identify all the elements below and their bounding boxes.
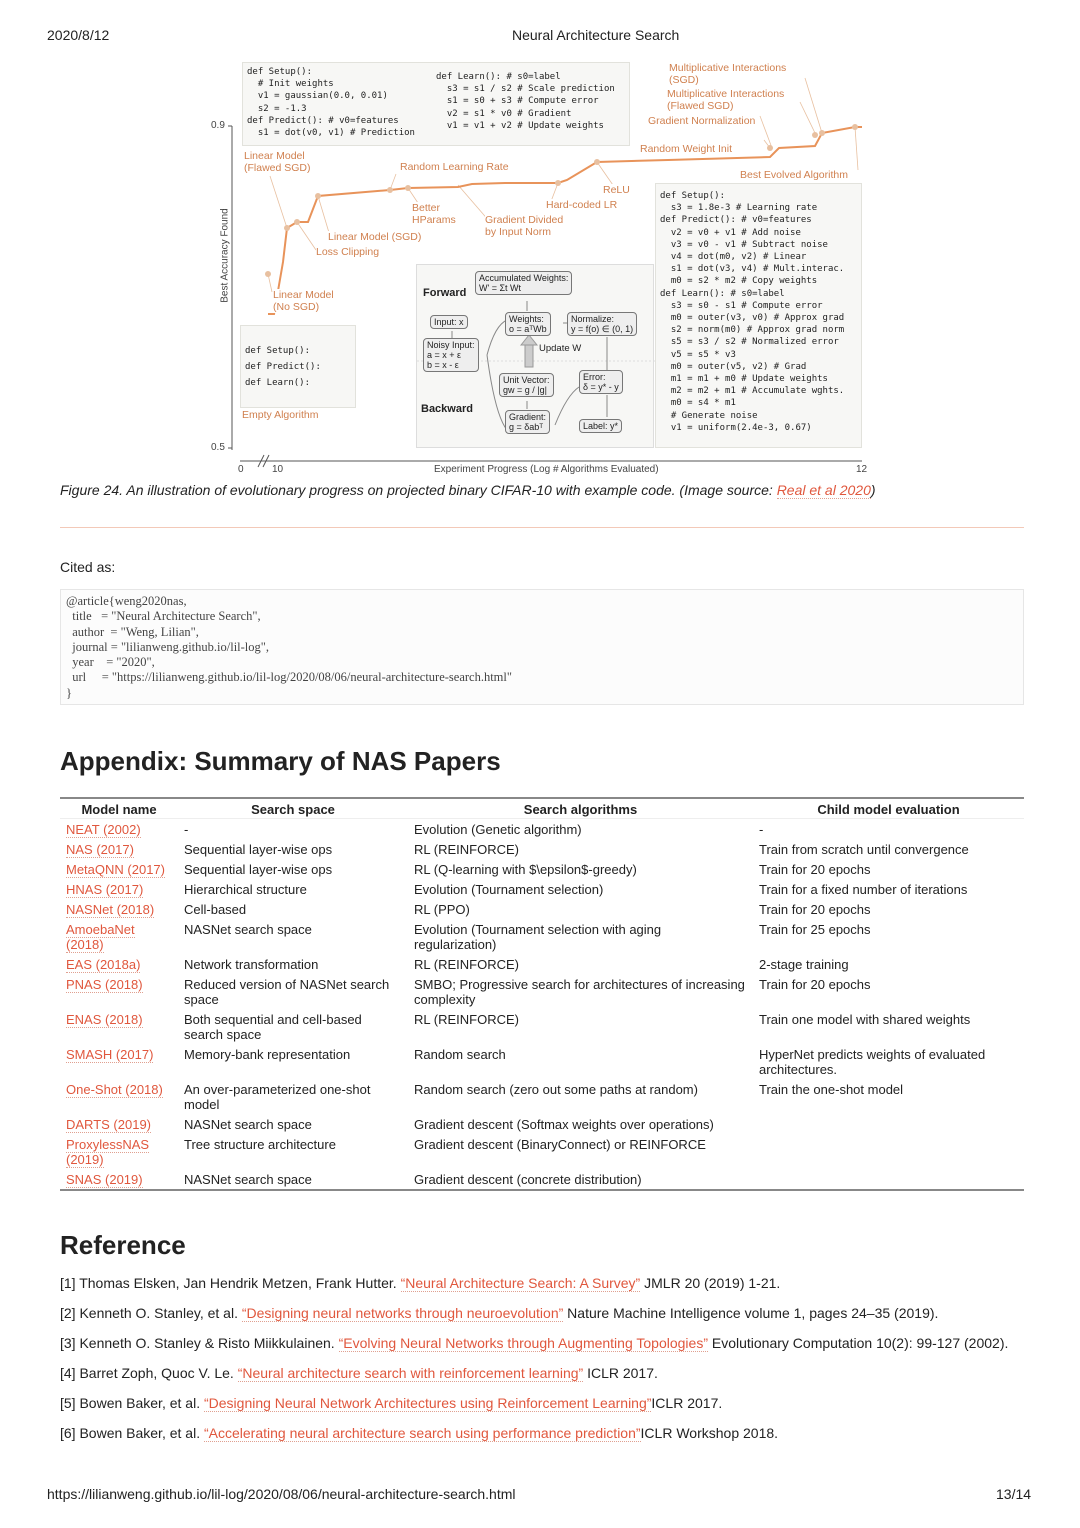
reference-authors: [4] Barret Zoph, Quoc V. Le. — [60, 1365, 238, 1381]
model-link[interactable]: NASNet (2018) — [66, 901, 155, 917]
normalize-box: Normalize: y = f(o) ∈ (0, 1) — [567, 312, 637, 336]
table-cell: Evolution (Tournament selection with aging regularization) — [414, 921, 662, 952]
table-cell: RL (REINFORCE) — [414, 841, 519, 857]
reference-link[interactable]: “Neural Architecture Search: A Survey” — [400, 1275, 641, 1291]
table-row — [60, 1009, 1024, 1044]
reference-link[interactable]: “Neural architecture search with reinforcement learning” — [237, 1365, 584, 1381]
table-row — [60, 1169, 1024, 1190]
table-row — [60, 954, 1024, 974]
column-header: Model name — [60, 798, 178, 819]
label-box: Label: y* — [579, 419, 622, 433]
y-axis-label: Best Accuracy Found — [219, 208, 231, 303]
code-line: s5 = s3 / s2 # Normalized error — [660, 337, 839, 348]
code-initial-left — [247, 66, 415, 139]
table-cell: Train one model with shared weights — [759, 1011, 971, 1027]
reference-item — [60, 1365, 1020, 1381]
column-header: Search algorithms — [408, 798, 753, 819]
table-cell — [60, 1044, 178, 1079]
code-line: s3 = s0 - s1 # Compute error — [660, 300, 823, 311]
column-header: Child model evaluation — [753, 798, 1024, 819]
reference-authors: [5] Bowen Baker, et al. — [60, 1395, 204, 1411]
code-line: s1 = s0 + s3 # Compute error — [436, 96, 599, 107]
table-cell — [60, 1009, 178, 1044]
reference-venue: ICLR 2017. — [583, 1365, 658, 1381]
divider — [60, 527, 1024, 528]
code-line: s3 = s1 / s2 # Scale prediction — [436, 84, 615, 95]
table-cell: Train from scratch until convergence — [759, 841, 969, 857]
table-cell: An over-parameterized one-shot model — [184, 1081, 371, 1112]
reference-venue: Evolutionary Computation 10(2): 99-127 (2002). — [707, 1335, 1009, 1351]
table-cell: NASNet search space — [184, 1116, 312, 1132]
table-cell: NASNet search space — [184, 921, 312, 937]
reference-item — [60, 1335, 1020, 1351]
y-tick: 0.9 — [211, 120, 225, 131]
table-row — [60, 1114, 1024, 1134]
table-row — [60, 1134, 1024, 1169]
weights-box: Weights: o = aᵀWb — [505, 312, 551, 336]
code-line: def Setup(): — [660, 191, 726, 201]
model-link[interactable]: SMASH (2017) — [66, 1046, 154, 1062]
table-cell: SMBO; Progressive search for architectures of increasing complexity — [414, 976, 745, 1007]
code-best — [655, 183, 862, 448]
reference-venue: ICLR 2017. — [651, 1395, 723, 1411]
table-cell: HyperNet predicts weights of evaluated architectures. — [759, 1046, 986, 1077]
model-link[interactable]: EAS (2018a) — [66, 956, 141, 972]
x-axis-label: Experiment Progress (Log # Algorithms Evaluated) — [434, 464, 659, 475]
cited-as-label: Cited as: — [60, 559, 116, 575]
table-cell: Gradient descent (BinaryConnect) or REINFORCE — [414, 1136, 706, 1152]
model-link[interactable]: ProxylessNAS (2019) — [66, 1136, 150, 1167]
table-cell: RL (REINFORCE) — [414, 956, 519, 972]
x-tick: 0 — [238, 464, 244, 475]
table-cell — [60, 1134, 178, 1169]
table-cell — [60, 879, 178, 899]
code-line: s1 = dot(v0, v1) # Prediction — [247, 128, 415, 139]
code-line: def Setup(): — [247, 67, 313, 77]
code-line: s3 = 1.8e-3 # Learning rate — [660, 203, 818, 214]
code-initial — [242, 62, 630, 146]
appendix-heading: Appendix: Summary of NAS Papers — [60, 746, 501, 776]
code-line: v1 = uniform(2.4e-3, 0.67) — [660, 422, 812, 433]
table-cell: Gradient descent (concrete distribution) — [414, 1171, 642, 1187]
reference-link[interactable]: “Evolving Neural Networks through Augmenting Topologies” — [338, 1335, 708, 1351]
model-link[interactable]: SNAS (2019) — [66, 1171, 143, 1187]
table-row — [60, 919, 1024, 954]
error-box: Error: δ = y* - y — [579, 370, 623, 394]
table-cell: Train for 25 epochs — [759, 921, 871, 937]
table-cell: Random search — [414, 1046, 506, 1062]
table-row — [60, 879, 1024, 899]
table-cell — [60, 899, 178, 919]
x-tick: 12 — [856, 464, 868, 475]
code-line: def Learn(): — [245, 378, 311, 388]
table-cell — [60, 974, 178, 1009]
table-cell: Train for a fixed number of iterations — [759, 881, 968, 897]
evolution-figure — [0, 0, 1080, 480]
table-row — [60, 974, 1024, 1009]
table-cell — [60, 819, 178, 840]
table-row — [60, 839, 1024, 859]
code-line: def Predict(): # v0=features — [247, 115, 399, 126]
code-line: s1 = dot(v3, v4) # Mult.interac. — [660, 264, 845, 275]
reference-authors: [1] Thomas Elsken, Jan Hendrik Metzen, Frank Hutter. — [60, 1275, 401, 1291]
table-row — [60, 859, 1024, 879]
footer-page: 13/14 — [996, 1486, 1032, 1502]
code-line: v5 = s5 * v3 — [660, 349, 736, 360]
print-date: 2020/8/12 — [47, 27, 110, 43]
table-cell: RL (PPO) — [414, 901, 470, 917]
code-line: def Setup(): — [245, 346, 311, 356]
model-link[interactable]: HNAS (2017) — [66, 881, 144, 897]
reference-item — [60, 1305, 1020, 1321]
reference-authors: [6] Bowen Baker, et al. — [60, 1425, 204, 1441]
model-link[interactable]: NAS (2017) — [66, 841, 134, 857]
figure-annotation: Random Weight Init — [640, 143, 733, 155]
unit-vector-box: Unit Vector: gw = g / |g| — [499, 373, 554, 397]
reference-link[interactable]: “Designing Neural Network Architectures using Reinforcement Learning” — [203, 1395, 652, 1411]
figure-annotation: Linear Model (SGD) — [328, 231, 422, 243]
model-link[interactable]: NEAT (2002) — [66, 821, 141, 837]
model-link[interactable]: One-Shot (2018) — [66, 1081, 163, 1097]
input-box: Input: x — [430, 315, 468, 329]
bibtex-block: @article{weng2020nas, title = "Neural Architecture Search", author = "Weng, Lilian", journal = "lilianweng.github.io/lil-log", year = "2020", url = "https://lilianweng.github.io/lil-log/2020/08/06/neural-architecture-search.html" } — [60, 589, 1024, 705]
table-cell — [60, 919, 178, 954]
figure-annotation: Best Evolved Algorithm — [740, 169, 848, 181]
code-line: m1 = m1 + m0 # Update weights — [660, 374, 828, 385]
algorithm-diagram — [416, 264, 654, 448]
table-cell: RL (REINFORCE) — [414, 1011, 519, 1027]
caption-end: ) — [870, 482, 876, 498]
figure-caption — [60, 482, 876, 498]
table-cell — [60, 859, 178, 879]
table-row — [60, 899, 1024, 919]
noisy-input-box: Noisy Input: a = x + ε b = x - ε — [423, 338, 479, 372]
code-line: def Learn(): # s0=label — [660, 288, 785, 299]
reference-heading: Reference — [60, 1230, 186, 1260]
table-cell: Sequential layer-wise ops — [184, 841, 333, 857]
reference-item — [60, 1275, 1020, 1291]
table-cell: Gradient descent (Softmax weights over operations) — [414, 1116, 714, 1132]
table-cell: Both sequential and cell-based search space — [184, 1011, 362, 1042]
figure-annotation: ReLU — [603, 184, 630, 196]
figure-annotation: Gradient Normalization — [648, 115, 756, 127]
reference-authors: [2] Kenneth O. Stanley, et al. — [60, 1305, 242, 1321]
figure-annotation: Linear Model (Flawed SGD) — [244, 150, 311, 174]
table-cell: Cell-based — [184, 901, 247, 917]
reference-item — [60, 1425, 1020, 1441]
table-cell: Train the one-shot model — [759, 1081, 904, 1097]
reference-authors: [3] Kenneth O. Stanley & Risto Miikkulainen. — [60, 1335, 339, 1351]
table-cell — [753, 1169, 1024, 1190]
print-title: Neural Architecture Search — [512, 27, 680, 43]
accumulated-weights-box: Accumulated Weights: W' = Σt Wt — [475, 271, 572, 295]
table-cell: - — [184, 821, 189, 837]
code-line: v3 = v0 - v1 # Subtract noise — [660, 239, 828, 250]
table-cell — [60, 1114, 178, 1134]
table-cell: Memory-bank representation — [184, 1046, 351, 1062]
table-cell — [60, 1079, 178, 1114]
figure-annotation: Loss Clipping — [316, 246, 380, 258]
table-cell: Random search (zero out some paths at random) — [414, 1081, 698, 1097]
code-line: s2 = norm(m0) # Approx grad norm — [660, 325, 845, 336]
table-cell: Hierarchical structure — [184, 881, 307, 897]
table-cell: RL (Q-learning with $\epsilon$-greedy) — [414, 861, 637, 877]
table-cell: Reduced version of NASNet search space — [184, 976, 390, 1007]
column-header: Search space — [178, 798, 408, 819]
caption-text: Figure 24. An illustration of evolutionary progress on projected binary CIFAR-10 with example code. (Image source: — [60, 482, 777, 498]
code-line: def Predict(): — [245, 362, 321, 372]
gradient-box: Gradient: g = δabᵀ — [505, 410, 550, 434]
figure-annotation: Gradient Divided by Input Norm — [485, 214, 564, 238]
code-line: m2 = m2 + m1 # Accumulate wghts. — [660, 386, 845, 397]
code-line: v2 = v0 + v1 # Add noise — [660, 227, 801, 238]
update-w-label: Update W — [539, 343, 582, 354]
code-line: s2 = -1.3 — [247, 103, 307, 114]
table-cell: Train for 20 epochs — [759, 976, 871, 992]
backward-label: Backward — [421, 403, 473, 415]
table-cell: Network transformation — [184, 956, 319, 972]
figure-annotation: Multiplicative Interactions (SGD) — [669, 62, 787, 86]
table-cell: Evolution (Genetic algorithm) — [414, 821, 582, 837]
table-cell: Evolution (Tournament selection) — [414, 881, 604, 897]
table-cell — [753, 1114, 1024, 1134]
model-link[interactable]: PNAS (2018) — [66, 976, 143, 992]
code-initial-right — [436, 71, 615, 132]
table-cell — [753, 1134, 1024, 1169]
x-tick: 10 — [272, 464, 284, 475]
code-line: # Generate noise — [660, 410, 758, 421]
code-line: def Learn(): # s0=label — [436, 72, 561, 82]
code-line: v1 = v1 + v2 # Update weights — [436, 120, 604, 131]
reference-venue: JMLR 20 (2019) 1-21. — [640, 1275, 781, 1291]
figure-annotation: Empty Algorithm — [242, 409, 319, 421]
reference-list — [60, 1275, 1020, 1455]
footer-url: https://lilianweng.github.io/lil-log/2020/08/06/neural-architecture-search.html — [47, 1486, 516, 1502]
code-line: m0 = outer(v5, v2) # Grad — [660, 361, 807, 372]
reference-venue: Nature Machine Intelligence volume 1, pages 24–35 (2019). — [563, 1305, 939, 1321]
model-link[interactable]: AmoebaNet (2018) — [66, 921, 135, 952]
code-line: m0 = outer(v3, v0) # Approx grad — [660, 313, 845, 324]
table-cell: Sequential layer-wise ops — [184, 861, 333, 877]
code-line: m0 = s4 * m1 — [660, 398, 736, 409]
model-link[interactable]: ENAS (2018) — [66, 1011, 143, 1027]
table-cell: NASNet search space — [184, 1171, 312, 1187]
table-row — [60, 1079, 1024, 1114]
code-line: m0 = s2 * m2 # Copy weights — [660, 276, 818, 287]
table-cell: - — [759, 821, 764, 837]
reference-link[interactable]: “Accelerating neural architecture search using performance prediction” — [203, 1425, 641, 1441]
table-cell: 2-stage training — [759, 956, 849, 972]
table-row — [60, 1044, 1024, 1079]
figure-annotation: Random Learning Rate — [400, 161, 509, 173]
code-line: v1 = gaussian(0.0, 0.01) — [247, 91, 388, 102]
code-line: v4 = dot(m0, v2) # Linear — [660, 252, 807, 263]
forward-label: Forward — [423, 287, 467, 299]
code-line: def Predict(): # v0=features — [660, 215, 812, 226]
table-cell: Tree structure architecture — [184, 1136, 336, 1152]
reference-item — [60, 1395, 1020, 1411]
table-cell: Train for 20 epochs — [759, 861, 871, 877]
table-row — [60, 819, 1024, 840]
nas-papers-table — [60, 797, 1024, 1191]
figure-annotation: Better HParams — [412, 202, 456, 226]
reference-venue: ICLR Workshop 2018. — [640, 1425, 779, 1441]
table-cell — [60, 954, 178, 974]
code-empty — [240, 325, 356, 408]
table-cell — [60, 839, 178, 859]
figure-annotation: Linear Model (No SGD) — [273, 289, 334, 313]
caption-source-link[interactable]: Real et al 2020 — [776, 482, 871, 498]
model-link[interactable]: DARTS (2019) — [66, 1116, 152, 1132]
model-link[interactable]: MetaQNN (2017) — [66, 861, 165, 877]
y-tick: 0.5 — [211, 442, 225, 453]
reference-link[interactable]: “Designing neural networks through neuroevolution” — [241, 1305, 564, 1321]
code-line: # Init weights — [247, 79, 334, 90]
table-cell: Train for 20 epochs — [759, 901, 871, 917]
table-cell — [60, 1169, 178, 1190]
figure-annotation: Hard-coded LR — [546, 199, 618, 211]
figure-annotation: Multiplicative Interactions (Flawed SGD) — [667, 88, 785, 112]
code-line: v2 = s1 * v0 # Gradient — [436, 108, 572, 119]
